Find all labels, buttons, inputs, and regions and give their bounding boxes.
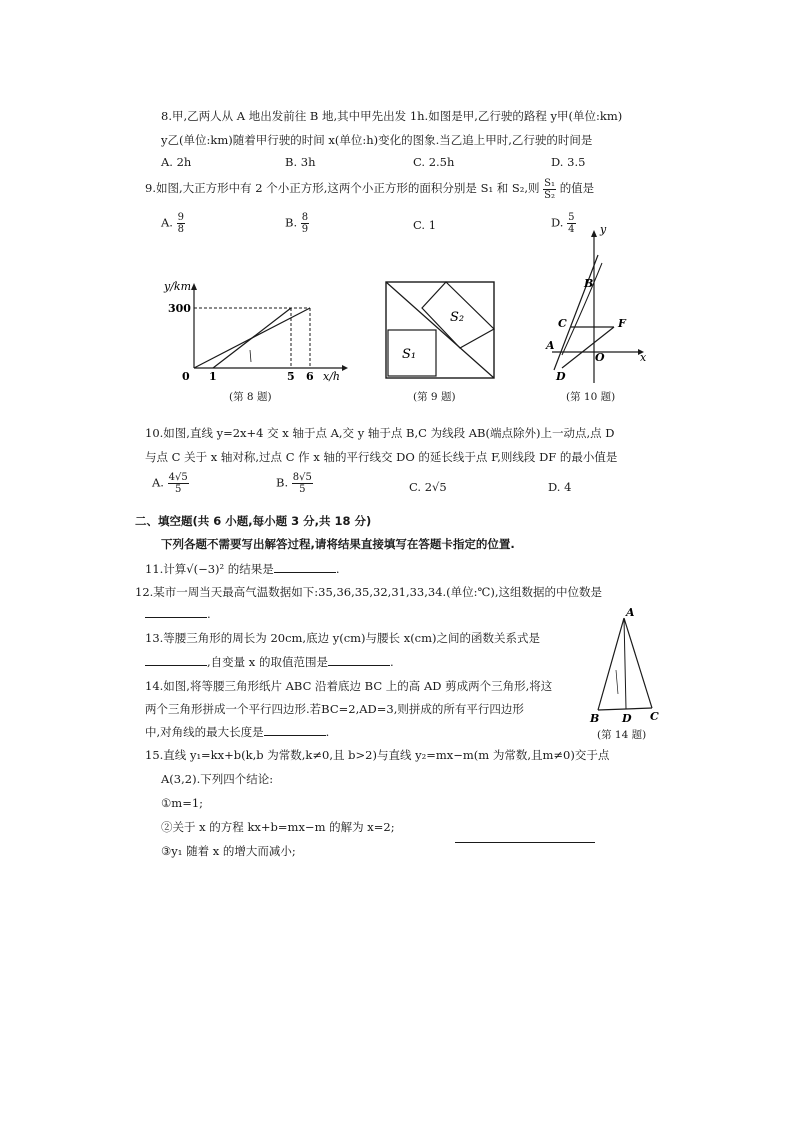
q10-option-a-label: A. bbox=[152, 475, 164, 490]
fig8-caption: (第 8 题) bbox=[229, 391, 272, 403]
fig8-mark bbox=[250, 350, 251, 362]
q12-text: 12.某市一周当天最高气温数据如下:35,36,35,32,31,33,34.(单位:℃),这组数据的中位数是 bbox=[135, 585, 603, 599]
fig14-label-b: B bbox=[590, 712, 600, 725]
fig10-label-y: y bbox=[600, 225, 607, 236]
q9-text-end: 的值是 bbox=[559, 181, 595, 195]
fig14-base-bc bbox=[598, 708, 652, 710]
q15-conclusion-1: ①m=1; bbox=[161, 796, 204, 810]
fig8-ylabel: y/km bbox=[164, 280, 192, 293]
q10-option-b-num: 8√5 bbox=[292, 472, 312, 483]
q11-end: . bbox=[335, 562, 340, 576]
q14-line1: 14.如图,将等腰三角形纸片 ABC 沿着底边 BC 上的高 AD 剪成两个三角形,将这 bbox=[145, 679, 553, 693]
fig8-y-arrow bbox=[191, 283, 197, 290]
fig10-label-a: A bbox=[546, 339, 555, 352]
q10-option-a-den: 5 bbox=[174, 484, 182, 495]
q9-option-d-label: D. bbox=[551, 215, 564, 230]
fig10-label-d: D bbox=[556, 370, 566, 383]
q11-answer-blank bbox=[274, 562, 336, 573]
q10-line1: 10.如图,直线 y=2x+4 交 x 轴于点 A,交 y 轴于点 B,C 为线段 AB(端点除外)上一动点,点 D bbox=[145, 426, 615, 440]
fig14-triangle bbox=[588, 604, 660, 728]
fig14-label-c: C bbox=[650, 710, 659, 723]
fig8-line-yi bbox=[213, 308, 291, 368]
fig9-label-s2: S₂ bbox=[450, 310, 465, 325]
q8-option-c: C. 2.5h bbox=[413, 155, 455, 169]
q10-option-b bbox=[276, 472, 313, 495]
fig14-caption: (第 14 题) bbox=[597, 729, 647, 741]
q8-option-a: A. 2h bbox=[161, 155, 192, 169]
q9-option-b bbox=[285, 212, 309, 235]
fig14-mark bbox=[616, 670, 618, 694]
fig8-xlabel: x/h bbox=[323, 370, 340, 383]
fig14-height-ad bbox=[624, 618, 626, 709]
q8-option-d: D. 3.5 bbox=[551, 155, 586, 169]
q9-text: 9.如图,大正方形中有 2 个小正方形,这两个小正方形的面积分别是 S₁ 和 S₂,则 bbox=[145, 181, 540, 195]
fig8-x-arrow bbox=[342, 365, 348, 371]
q10-option-b-den: 5 bbox=[299, 484, 306, 495]
q11-text: 11.计算√(−3)² 的结果是 bbox=[145, 562, 274, 576]
q14-end: . bbox=[325, 725, 330, 739]
fig14-side-ab bbox=[598, 618, 624, 710]
fig10-label-x: x bbox=[640, 351, 647, 364]
q9-option-d-num: 5 bbox=[568, 212, 575, 223]
fig9-squares bbox=[382, 278, 498, 382]
fig9-label-s1: S₁ bbox=[402, 347, 417, 362]
q14-line3-text: 中,对角线的最大长度是 bbox=[145, 725, 264, 739]
q8-option-b: B. 3h bbox=[285, 155, 316, 169]
q9-option-a-label: A. bbox=[161, 215, 173, 230]
q13-line2 bbox=[145, 655, 394, 669]
q9-option-a bbox=[161, 212, 185, 235]
fig10-segment-df bbox=[562, 327, 614, 368]
q9-option-a-num: 9 bbox=[177, 212, 184, 223]
q9-option-b-label: B. bbox=[285, 215, 298, 230]
q13-blank-formula bbox=[145, 655, 207, 666]
fig10-coordinate bbox=[540, 225, 655, 385]
q13-blank-range bbox=[328, 655, 390, 666]
q15-line2: A(3,2).下列四个结论: bbox=[161, 772, 274, 786]
fig10-label-b: B bbox=[584, 277, 594, 290]
fig8-graph bbox=[160, 278, 350, 388]
q13-end: . bbox=[389, 655, 394, 669]
fig10-line-ab bbox=[554, 255, 598, 370]
q9-option-d-den: 4 bbox=[568, 224, 575, 235]
fig10-caption: (第 10 题) bbox=[566, 391, 616, 403]
scan-artifact-line bbox=[455, 842, 595, 843]
q14-line2: 两个三角形拼成一个平行四边形.若BC=2,AD=3,则拼成的所有平行四边形 bbox=[145, 702, 524, 716]
q13-line1: 13.等腰三角形的周长为 20cm,底边 y(cm)与腰长 x(cm)之间的函数关系式是 bbox=[145, 631, 541, 645]
section2-instruction: 下列各题不需要写出解答过程,请将结果直接填写在答题卡指定的位置. bbox=[161, 537, 515, 551]
q12-answer-blank bbox=[145, 607, 207, 618]
fig14-label-d: D bbox=[622, 712, 632, 725]
fig10-label-f: F bbox=[618, 317, 626, 330]
q15-conclusion-2: ②关于 x 的方程 kx+b=mx−m 的解为 x=2; bbox=[161, 820, 395, 834]
fig10-label-c: C bbox=[558, 317, 567, 330]
q10-line2: 与点 C 关于 x 轴对称,过点 C 作 x 轴的平行线交 DO 的延长线于点 F,则线段 DF 的最小值是 bbox=[145, 450, 618, 464]
q9-option-b-den: 9 bbox=[301, 224, 309, 235]
q13-mid: ,自变量 x 的取值范围是 bbox=[207, 655, 328, 669]
q9-stem bbox=[145, 176, 594, 201]
q10-option-a-num: 4√5 bbox=[168, 472, 188, 483]
q10-option-c: C. 2√5 bbox=[409, 480, 447, 494]
q8-line2: y乙(单位:km)随着甲行驶的时间 x(单位:h)变化的图象.当乙追上甲时,乙行驶的时间是 bbox=[161, 133, 593, 147]
fig10-label-o: O bbox=[595, 351, 605, 364]
q8-line1: 8.甲,乙两人从 A 地出发前往 B 地,其中甲先出发 1h.如图是甲,乙行驶的路程 y甲(单位:km) bbox=[161, 109, 623, 123]
q9-frac-num: S₁ bbox=[544, 177, 556, 189]
q10-option-d: D. 4 bbox=[548, 480, 572, 494]
q10-option-b-label: B. bbox=[276, 475, 289, 490]
q9-ratio-fraction bbox=[543, 178, 556, 201]
fig8-x6: 6 bbox=[306, 370, 314, 383]
q14-answer-blank bbox=[264, 725, 326, 736]
fig8-y300: 300 bbox=[168, 302, 191, 315]
fig8-origin: 0 bbox=[182, 370, 190, 383]
q9-frac-den: S₂ bbox=[544, 189, 556, 201]
q9-option-c: C. 1 bbox=[413, 218, 437, 232]
fig8-x1: 1 bbox=[209, 370, 217, 383]
q9-option-a-den: 8 bbox=[177, 224, 184, 235]
fig8-x5: 5 bbox=[287, 370, 295, 383]
q14-line3 bbox=[145, 725, 329, 739]
q10-option-a bbox=[152, 472, 189, 495]
q12-end: . bbox=[207, 607, 211, 621]
q15-line1: 15.直线 y₁=kx+b(k,b 为常数,k≠0,且 b>2)与直线 y₂=mx−m(m 为常数,且m≠0)交于点 bbox=[145, 748, 610, 762]
q11 bbox=[145, 562, 339, 576]
fig10-y-arrow bbox=[591, 230, 597, 237]
q15-conclusion-3: ③y₁ 随着 x 的增大而减小; bbox=[161, 844, 296, 858]
fig14-side-ac bbox=[624, 618, 652, 708]
q12-answer-line bbox=[145, 607, 211, 621]
fig14-label-a: A bbox=[626, 606, 635, 619]
fig9-caption: (第 9 题) bbox=[413, 391, 456, 403]
section2-title: 二、填空题(共 6 小题,每小题 3 分,共 18 分) bbox=[135, 514, 372, 528]
q9-option-b-num: 8 bbox=[301, 212, 309, 223]
